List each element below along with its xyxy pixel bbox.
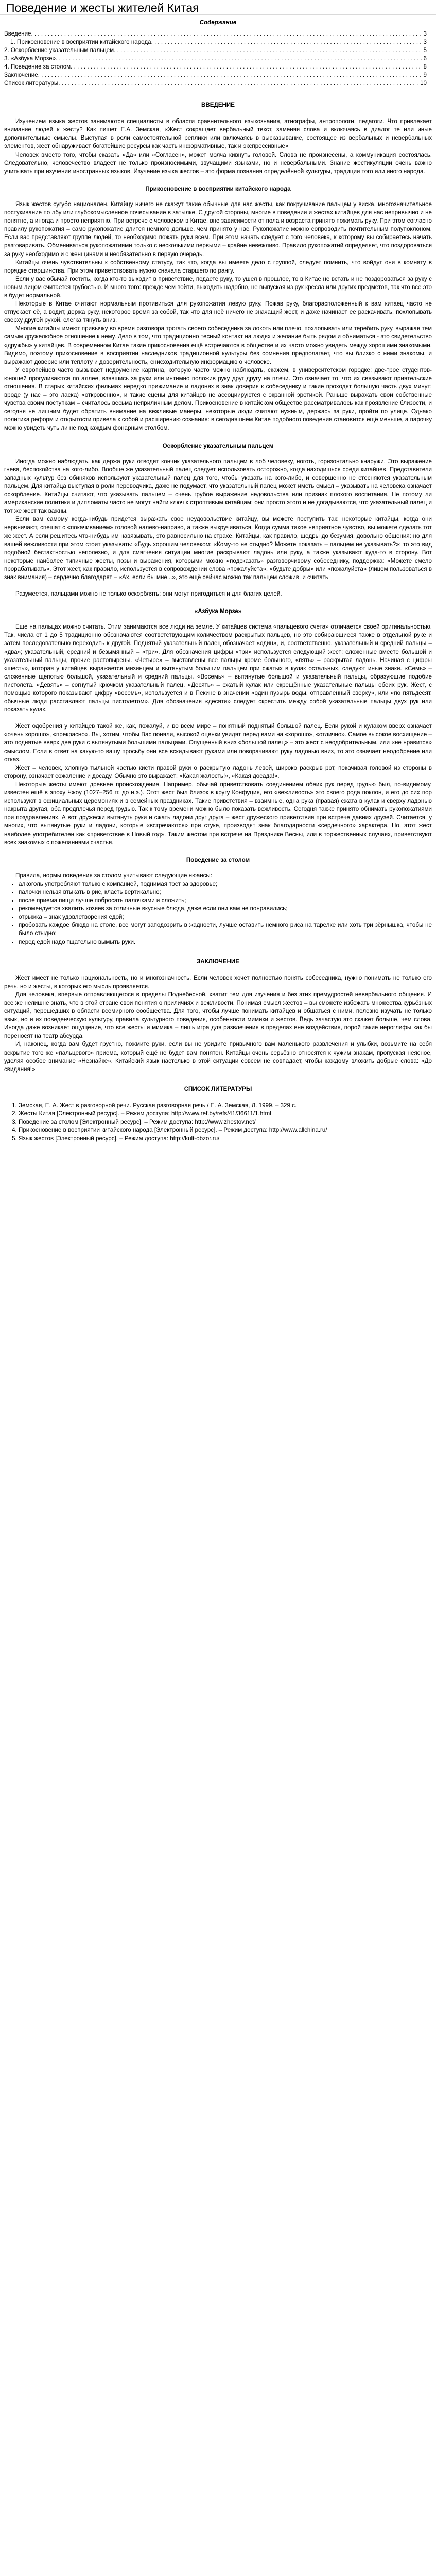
toc-entry-label: 2. Оскорбление указательным пальцем bbox=[4, 47, 114, 54]
toc-entry[interactable] bbox=[4, 46, 432, 55]
toc-entry-label: Введение bbox=[4, 30, 31, 38]
toc-leader-dots bbox=[38, 71, 423, 79]
table-of-contents bbox=[4, 30, 432, 88]
paragraph: Жест – человек, хлопнув тыльной частью кисти правой руки о раскрытую ладонь левой, широко раскрыв рот, покачивая головой из стороны в сторону, означает сожаление и досаду. Обычно это выражает: «Какая жалость!», «Какая досада!». bbox=[4, 764, 432, 779]
section-2 bbox=[4, 457, 432, 582]
paragraph: Язык жестов сугубо национален. Китайцу ничего не скажут такие обычные для нас жесты, как покручивание пальцем у виска, многозначительное постукивание по лбу или глубокомысленное почесывание в затылке. С другой стороны, многие в поведении и жестах китайцев для нас непривычно и не понятно, а иногда и просто неприятно. При встрече с человеком в Китае, вне зависимости от пола и возраста принято пожимать руку. При этом согласно правилу рукопожатия – само рукопожатие длится немного дольше, чем принято у нас. Рукопожатие можно сопроводить почтительным полупоклоном. Если вас представляют группе людей, то необходимо пожать руки всем. При этом начать следует с того человека, к которому вы собираетесь начать разговаривать. Обмениваться рукопожатиями только с несколькими первыми – крайне невежливо. Правило рукопожатий определяет, что поздороваться за руку необходимо и с женщинами и необязательно в первую очередь. bbox=[4, 200, 432, 258]
section-2-closing: Разумеется, пальцами можно не только оскорблять: они могут пригодиться и для благих целей. bbox=[15, 590, 282, 598]
toc-leader-dots bbox=[58, 79, 419, 88]
toc-leader-dots bbox=[56, 55, 422, 63]
toc-entry-label: 1. Прикосновение в восприятии китайского народа bbox=[10, 39, 151, 46]
list-item: • перед едой надо тщательно вымыть руки. bbox=[19, 938, 432, 946]
paragraph: Человек вместо того, чтобы сказать «Да» или «Согласен», может молча кивнуть головой. Слова не произнесены, а коммуникация состоялась. Следовательно, человечество владеет не только произносимыми, звучащими языками, но и невербальными. Знание жестикуляции очень важно учитывать при изучении иностранных языков. Изучение языка жестов – это форма познания определённой культуры, традиции того или иного народа. bbox=[4, 151, 432, 175]
toc-heading: Содержание bbox=[199, 19, 237, 26]
references-list bbox=[4, 1101, 432, 1143]
list-item: • отрыжка – знак удовлетворения едой; bbox=[19, 913, 432, 921]
toc-entry-label: 3. «Азбука Морзе» bbox=[4, 55, 56, 62]
paragraph: У европейцев часто вызывает недоумение картина, которую часто можно наблюдать, скажем, в университетском городке: две-трое студентов-юношей прогуливаются по аллее, взявшись за руки или интимно положив руку друг другу на плечи. Это означает то, что их связывают приятельские отношения. В старых китайских фильмах нередко прижимание и ладонях в знак доверия к собеседнику и такие проходят большую часть двух минут: вроде (у нас – это ласка) «откровенно», и такие сцены для китайцев не ассоциируются с экранной эротикой. Раньше выражать свои собственные чувства своим поступкам – считалось весьма неприличным делом. Прикосновение в китайском обществе рассматривалось как проявление близости, и сегодня не лишним будет обратить внимание на вежливые манеры, некоторые люди считают нужным, держась за руки, пройти по улице. Однако политика реформ и открытости привела к собой и расширению сознания: в сегодняшнем Китае подобного поведения становится ещё меньше, а парочку можно увидеть чуть ли не под каждым фонарным столбом. bbox=[4, 366, 432, 432]
intro-heading: ВВЕДЕНИЕ bbox=[201, 101, 235, 109]
reference-item: 2. Жесты Китая [Электронный ресурс]. – Режим доступа: http://www.ref.by/refs/41/36611/1.html bbox=[19, 1110, 432, 1118]
toc-entry-page: 8 bbox=[423, 63, 427, 71]
paragraph: Изучением языка жестов занимаются специалисты в области сравнительного языкознания, этнографы, антропологи, педагоги. Что привлекает внимание людей к жесту? Как пишет Е.А. Земская, «Жест сокращает вербальный текст, заменяя слова и включаясь в диалог те или иные дополнительные смыслы. Выступая в роли самостоятельной реплики или включаясь в высказывание, состоящее из вербальных и невербальных элементов, жест обнаруживает богатейшие ресурсы как часть информативные, так и экспрессивные» bbox=[4, 118, 432, 150]
toc-leader-dots bbox=[31, 30, 423, 38]
toc-leader-dots bbox=[114, 46, 422, 55]
conclusion-section bbox=[4, 974, 432, 1074]
toc-entry-page: 5 bbox=[423, 47, 427, 54]
paragraph: И, наконец, когда вам будет грустно, пожмите руки, если вы не увидите привычного вам маленького развлечения и улыбки, возьмите на себя вскрытие того же «пальцевого» приема, который ещё не будет вам понятен. Китайцы очень серьёзно относятся к чужим знакам, пропуская неясное, уделяя особое внимание «Незнайке». Китайский язык настолько в этой ситуации совсем не совпадает, чтобы каждому вложить добрые слова: «До свидания!» bbox=[4, 1041, 432, 1073]
list-item: • после приема пищи лучше побросать палочками и сложить; bbox=[19, 896, 432, 905]
toc-leader-dots bbox=[151, 38, 423, 46]
toc-entry-page: 9 bbox=[423, 72, 427, 79]
paragraph: Жест имеет не только национальность, но и многозначность. Если человек хочет полностью понять собеседника, нужно понимать не только его речь, но и жесты, в которых его мысль проявляется. bbox=[4, 974, 432, 990]
conclusion-heading: ЗАКЛЮЧЕНИЕ bbox=[197, 958, 239, 965]
list-item: • алкоголь употребляют только с компанией, поднимая тост за здоровье; bbox=[19, 880, 432, 888]
table-manners-list bbox=[4, 880, 432, 946]
toc-entry-page: 3 bbox=[423, 30, 427, 38]
toc-entry-page: 10 bbox=[420, 80, 427, 87]
paragraph: Некоторые жесты имеют древнее происхождение. Например, обычай приветствовать соединением обеих рук перед грудью был, по-видимому, известен ещё в эпоху Чжоу (1027–256 гг. до н.э.). Этот жест был близок в кругу Конфуция, его «вежливость» это своего рода поклон, и его до сих пор используют в официальных церемониях и в семейных праздниках. Такие приветствия – взаимные, одна рука (правая) сжата в кулак и сверху ладонью накрыта другая, оба предплечья перед грудью. Так к тому времени можно было показать вежливость. Сегодня также принято обнимать рукопожатиями при поздравлениях. А вот дружески вытянуть руки и сжать ладони друг друга – жест дружеского приветствия при встрече давних друзей. Считается, у многих, что вытянутые руки и ладони, которые «встречаются» при стуке, производят знак благодарности «сердечного» характера. Но, этот жест наиболее употребителен как «приветствие в Новый год». Таким жестом при встрече на Празднике Весны, или в торжественных случаях, приветствуют всех знакомых с пожеланиями счастья. bbox=[4, 781, 432, 846]
toc-entry[interactable] bbox=[4, 63, 432, 71]
intro-section bbox=[4, 117, 432, 176]
page-title: Поведение и жесты жителей Китая bbox=[0, 0, 436, 15]
toc-entry-label: Список литературы bbox=[4, 80, 59, 87]
toc-entry-page: 3 bbox=[423, 39, 427, 46]
references-heading: СПИСОК ЛИТЕРАТУРЫ bbox=[184, 1085, 252, 1092]
toc-entry[interactable] bbox=[4, 79, 432, 88]
reference-item: 4. Прикосновение в восприятии китайского народа [Электронный ресурс]. – Режим доступа: http://www.allchina.ru/ bbox=[19, 1126, 432, 1134]
toc-entry[interactable] bbox=[4, 30, 432, 38]
reference-item: 1. Земская, Е. А. Жест в разговорной речи. Русская разговорная речь / Е. А. Земская, Л. 1999. – 329 с. bbox=[19, 1101, 432, 1110]
toc-entry-page: 6 bbox=[423, 55, 427, 62]
paragraph: Некоторые в Китае считают нормальным противиться для рукопожатия левую руку. Пожав руку, благорасположенный к вам китаец часто не отпускает её, а водит, держа руку, некоторое время за собой, так что для неё ничего не значащий жест, и даже начинает ее раскачивать, похлопывать сверху другой рукой, слегка тянуть вниз. bbox=[4, 300, 432, 324]
section-1-heading: Прикосновение в восприятии китайского народа bbox=[145, 185, 291, 192]
toc-entry-label: 4. Поведение за столом bbox=[4, 63, 71, 71]
section-3-continued bbox=[4, 722, 432, 846]
section-1 bbox=[4, 200, 432, 433]
toc-entry-label: Заключение bbox=[4, 72, 38, 79]
section-3 bbox=[4, 623, 432, 714]
list-item: • палочки нельзя втыкать в рис, класть вертикально; bbox=[19, 888, 432, 896]
reference-item: 3. Поведение за столом [Электронный ресурс]. – Режим доступа: http://www.zhestov.net/ bbox=[19, 1118, 432, 1126]
paragraph: Многие китайцы имеют привычку во время разговора трогать своего собеседника за локоть или плечо, похлопывать или теребить руку, выражая тем самым дружелюбное отношение к нему. Дело в том, что традиционно тесный контакт на людях и желание быть рядом и обниматься - это свидетельство «дружбы» у китайцев. В современном Китае такие прикосновения ещё встречаются в обществе и их часто можно увидеть между хорошими знакомыми. Видимо, поэтому прикосновение в восприятии наследников традиционной культуры без сомнения предполагает, что вы близко с ними знакомы, и выражают доверие или теплоту и доверительность, снисходительную информацию о человеке. bbox=[4, 325, 432, 365]
section-4-heading: Поведение за столом bbox=[186, 856, 250, 863]
paragraph: Для человека, впервые отправляющегося в пределы Поднебесной, хватит тем для изучения и без этих премудростей невербального общения. И все же нелишне знать, что в этой стране свои понятия о приличиях и вежливости. Понимая смысл жестов – вы сможете избежать множества курьёзных ситуаций, перешедших в области всемирного сообщества. Для того, чтобы лучше понимать китайцев и общаться с ними, полезно изучать не только язык, но и их поведенческую культуру, правила культурного поведения, особенности мимики и жестов. Ведь зачастую это скажет больше, чем слова. Иногда даже возникает ощущение, что все жесты и мимика – лишь игра для развлечения в пределах вне воздействия, порой такие иероглифы как бы переносят на театр абсурда. bbox=[4, 991, 432, 1040]
list-item: • пробовать каждое блюдо на столе, все могут заподозрить в жадности, лучше оставить немного риса на тарелке или хоть три зёрнышка, чтобы не было стыдно; bbox=[19, 921, 432, 938]
paragraph: Еще на пальцах можно считать. Этим занимаются все люди на земле. У китайцев система «пальцевого счета» отличается своей оригинальностью. Так, числа от 1 до 5 традиционно обозначаются соответствующим количеством раскрытых пальцев, но это собирающиеся также в отдельной руке и затем последовательно переходить к другой. Поднятый указательный палец обозначает «один», и, соответственно, указательный и средний пальцы – «два»; указательный, средний и безымянный – «три». Для обозначения цифры «три» используется следующий жест: сложенные вместе большой и указательный пальцы, прочие растопырены. «Четыре» – выставлены все пальцы кроме большого, «пять» – раскрытая ладонь. Начиная с цифры «шесть», которая у китайцев выражается мизинцем и вытянутым большим пальцем при сжатых в кулак остальных, следуют иные знаки. «Семь» – сложенные щепотью большой, указательный и средний пальцы. «Восемь» – вытянутые большой и указательный пальцы, образующие подобие пистолета. «Девять» – согнутый крючком указательный палец. «Десять» – сжатый кулак или скрещённые указательные пальцы обеих рук. Жест, с помощью которого показывают цифру «восемь», используется и в Пекине в значении «один пузырь воды, отправленный сверху», или «по пятьдесят, обычные люди расставляют пальцы пистолетом». Для обозначения «десяти» следует скрестить между собой указательные пальцы двух рук или показать кулак. bbox=[4, 623, 432, 714]
section-2-heading: Оскорбление указательным пальцем bbox=[162, 442, 274, 449]
section-4-intro: Правила, нормы поведения за столом учитывают следующие нюансы: bbox=[15, 872, 212, 879]
paragraph: Жест одобрения у китайцев такой же, как, пожалуй, и во всем мире – понятный поднятый большой палец. Если рукой и кулаком вверх означает «очень хорошо», «прекрасно». Вы, хотим, чтобы Вас поняли, высокой оценки увидят перед вами на «хорошо», «отлично». Самое высокое восхищение – это поднятые вверх две руки с вытянутыми большими пальцами. Опущенный вниз «большой палец» – это жест с неодобрительным, или «не нравится» смыслом. Если в ответ на какую-то вашу просьбу они все вскидывают руками или поворачивают руку ладонью вниз, то это означает неодобрение или отказ. bbox=[4, 723, 432, 763]
section-3-heading: «Азбука Морзе» bbox=[194, 608, 242, 615]
toc-entry[interactable] bbox=[4, 38, 432, 46]
document-body bbox=[0, 19, 436, 1143]
toc-leader-dots bbox=[71, 63, 422, 71]
paragraph: Если у вас обычай гостить, когда кто-то выходит в приветствие, подаете руку, то ушел в прошлое, то в Китае не встать и не поздороваться за руку с новым лицом считается грубостью. И много того: прежде чем войти, выходить надобно, не выпуская из рук кресла или других предметов, так что все это в будет нормальной. bbox=[4, 275, 432, 299]
paragraph: Китайцы очень чувствительны к собственному статусу, так что, когда вы имеете дело с группой, следует помнить, что войдут они в комнату в порядке старшинства. При этом приветствовать нужно сначала старшего по рангу. bbox=[4, 259, 432, 274]
toc-entry[interactable] bbox=[4, 71, 432, 79]
list-item: • рекомендуется хвалить хозяев за отличные вкусные блюда, даже если они вам не понравились; bbox=[19, 905, 432, 913]
paragraph: Если вам самому когда-нибудь придется выражать свое неудовольствие китайцу, вы можете поступить так: некоторые китайцы, когда они нервничают, спешат с «покачиванием» головой налево-направо, а также выкручиваться. Когда сумма такое неприятное чувство, вы можете сделать тот же жест. А если решитесь что-нибудь им навязывать, это равносильно на страхе. Китайцы, как правило, щедры до безумия, довольно общения: но для вашей вежливости при этом стоит указывать: «Будь хорошим человеком: «Кому-то не стыдно? Можете показать – пальцем не указывать?»: то это вид подобной бестактностью неполезно, и для смягчения ситуации многие раскрывают ладонь или руку, а также указывают куда-то в сторону. Вот некоторые наиболее типичные жесты, позы и выражения, которыми можно «подсказать» разговорчивому собеседнику, поддержка: «Можете смело прорабатывать». Этот жест, как правило, используется в сопровождении слова «пожалуйста», «будьте добры» или «пожалуйста» (лицом пользоваться в знак внимания) – сердечно благодарят – «Ах, если бы мне...», это ещё сейчас можно так пальцем сложив, и считать bbox=[4, 516, 432, 581]
paragraph: Иногда можно наблюдать, как держа руки отводят кончик указательного пальцем в лоб человеку, ноготь, горизонтально кнаружи. Это выражение гнева, беспокойства на кого-либо. Вообще же указательный палец следует использовать осторожно, когда находишься среди китайцев. Представители западных культур без обиняков используют указательный палец для того, чтобы указать на кого-либо, и совершенно не стесняются указательным пальцем. Для китайца выступая в роли переводчика, даже не подумает, что указательный палец может иметь смысл – указывать на человека означает оскорбление. Китайцы считают, что указывать пальцем – очень грубое выражение недовольства или признак плохого воспитания. Не потому ли американские политики и дипломаты часто не могут найти ключ к строптивым китайцам: они просто этого и не догадываются, что указательный палец и тот же жест так важны. bbox=[4, 457, 432, 515]
reference-item: 5. Язык жестов [Электронный ресурс]. – Режим доступа: http://kult-obzor.ru/ bbox=[19, 1134, 432, 1143]
toc-entry[interactable] bbox=[4, 55, 432, 63]
